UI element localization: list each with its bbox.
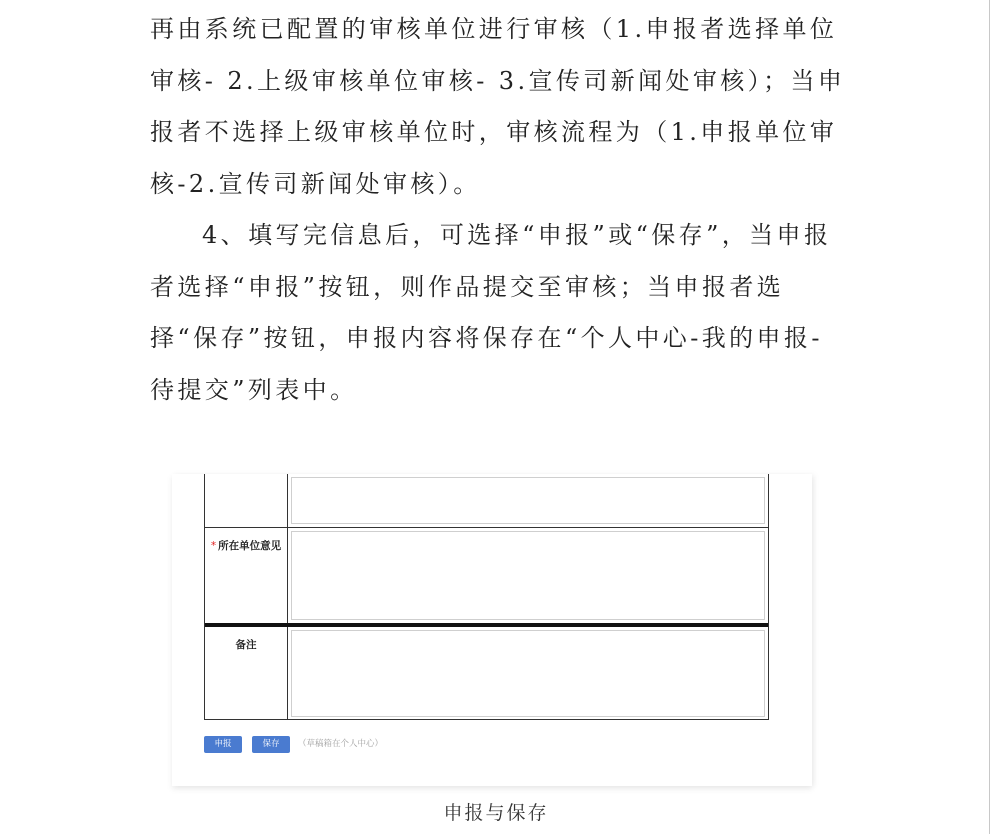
page-edge (989, 0, 990, 834)
form-row-remarks (205, 627, 768, 720)
paragraph-review-flow: 再由系统已配置的审核单位进行审核（1.申报者选择单位审核- 2.上级审核单位审核- 3.宣传司新闻处审核）；当申报者不选择上级审核单位时，审核流程为（1.申报单位审核-2.宣传司新闻处审核）。 (150, 15, 846, 198)
save-hint: （草稿箱在个人中心） (298, 739, 384, 749)
document-body (150, 4, 850, 416)
form-row-label (205, 474, 288, 527)
paragraph-submit-save: 4、填写完信息后，可选择“申报”或“保存”，当申报者选择“申报”按钮，则作品提交至审核；当申报者选择“保存”按钮，申报内容将保存在“个人中心-我的申报-待提交”列表中。 (150, 221, 832, 404)
remarks-textarea[interactable] (291, 630, 765, 717)
previous-field-textarea[interactable] (291, 477, 765, 524)
remarks-label: 备注 (205, 627, 288, 720)
form-row-unit-opinion (205, 528, 768, 627)
figure-caption: 申报与保存 (443, 802, 549, 824)
form-table (204, 474, 769, 720)
form-screenshot (172, 474, 812, 786)
required-mark: * (210, 540, 217, 552)
save-button[interactable]: 保存 (252, 736, 290, 753)
unit-opinion-textarea[interactable] (291, 531, 765, 620)
unit-opinion-label (205, 528, 288, 623)
submit-button[interactable]: 申报 (204, 736, 242, 753)
form-row-previous (205, 474, 768, 528)
unit-opinion-label-text: 所在单位意见 (218, 540, 282, 552)
